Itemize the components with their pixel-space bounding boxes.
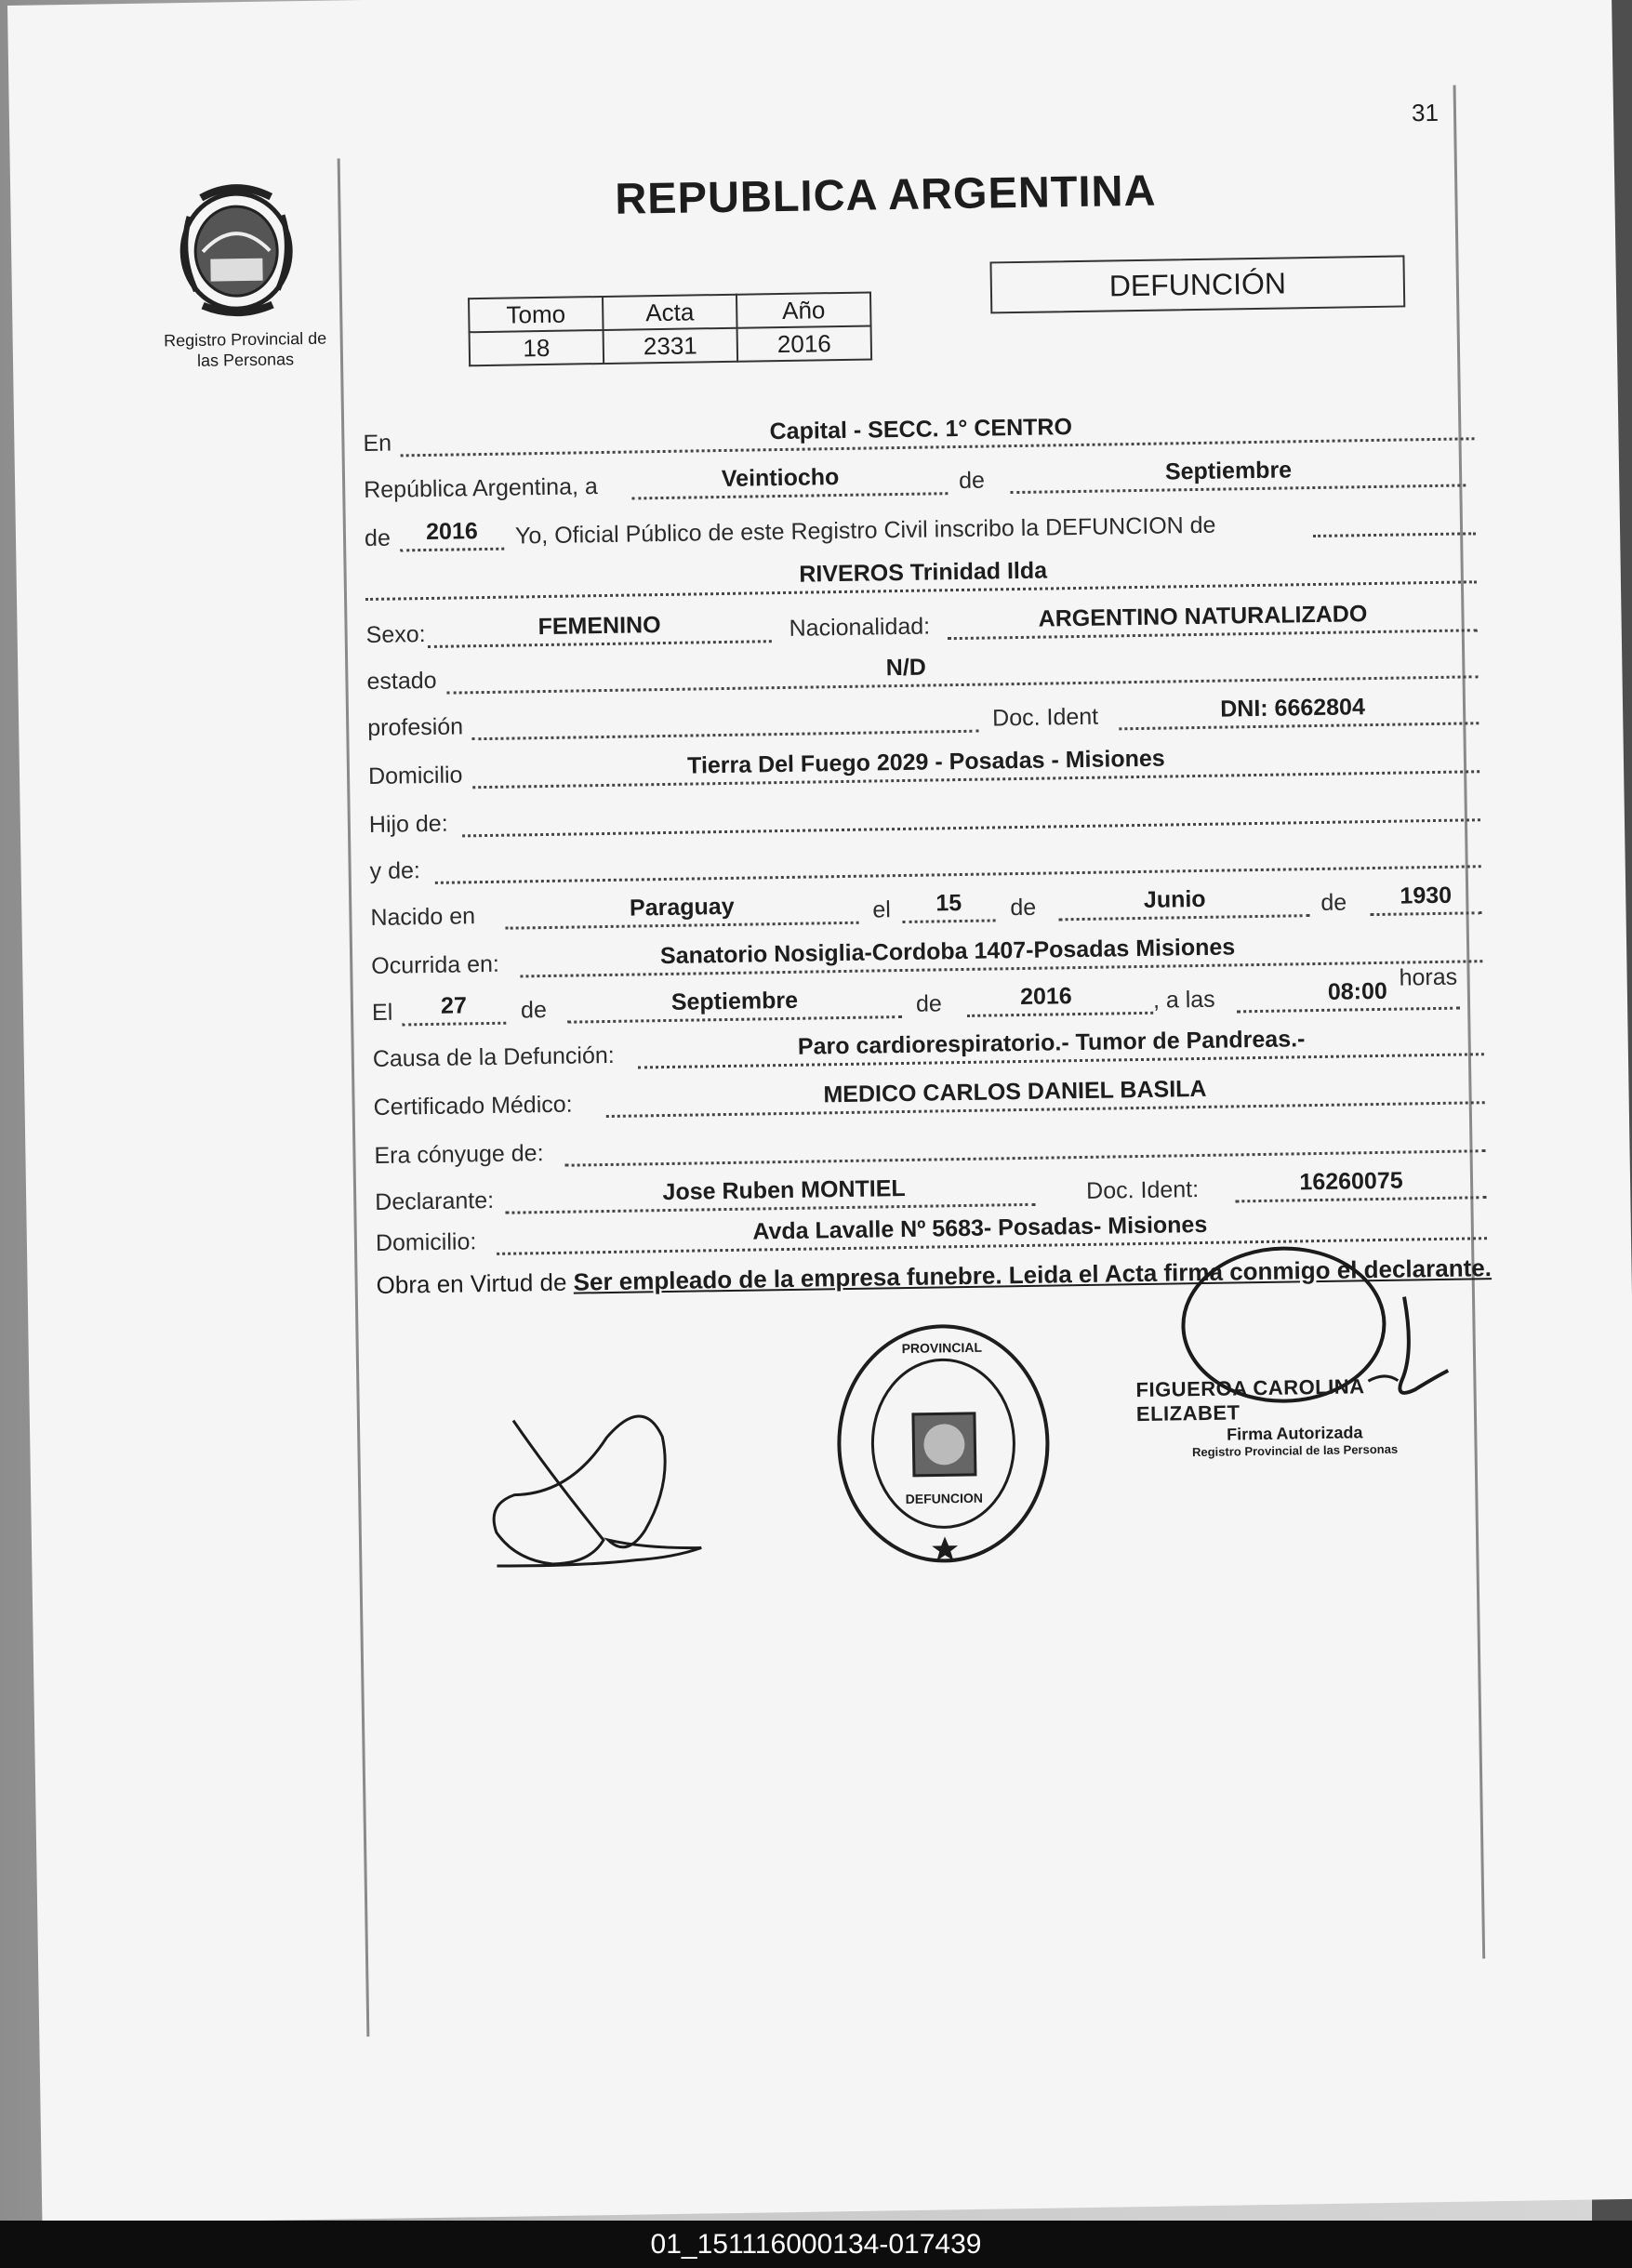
- day-word-value: Veintiocho: [721, 464, 840, 492]
- dotted-line: [1313, 532, 1476, 537]
- el2-label: El: [371, 999, 393, 1026]
- nacionalidad-value: ARGENTINO NATURALIZADO: [1038, 601, 1368, 632]
- document-id-bar: [0, 2221, 1632, 2268]
- hijo-label: Hijo de:: [368, 810, 448, 838]
- declarant-signature: [439, 1399, 721, 1589]
- declarant-signature-icon: [439, 1399, 721, 1589]
- horas-label: horas: [1399, 963, 1458, 991]
- de5-label: de: [520, 997, 548, 1024]
- record-type-box: DEFUNCIÓN: [989, 255, 1405, 313]
- deceased-name-value: RIVEROS Trinidad Ilda: [799, 557, 1048, 588]
- en-label: En: [363, 430, 392, 458]
- sexo-label: Sexo:: [365, 621, 426, 649]
- profesion-label: profesión: [367, 713, 464, 742]
- certificado-value: MEDICO CARLOS DANIEL BASILA: [823, 1075, 1207, 1108]
- el-label: el: [872, 896, 892, 923]
- record-header-acta: Acta: [603, 295, 737, 330]
- de3-label: de: [1010, 894, 1037, 922]
- birth-month-value: Junio: [1143, 885, 1206, 913]
- record-header-tomo: Tomo: [469, 297, 604, 332]
- death-day-value: 27: [440, 992, 468, 1019]
- dotted-line: [967, 1012, 1153, 1017]
- estado-label: estado: [366, 667, 437, 696]
- oficial-text: Yo, Oficial Público de este Registro Civil inscribo la DEFUNCION de: [514, 511, 1216, 550]
- dotted-line: [903, 919, 996, 923]
- obra-label: Obra en Virtud de: [376, 1267, 567, 1299]
- document-id: 01_151116000134-017439: [650, 2229, 982, 2260]
- dotted-line: [1371, 911, 1482, 916]
- en-value: Capital - SECC. 1° CENTRO: [769, 414, 1073, 445]
- svg-text:PROVINCIAL: PROVINCIAL: [901, 1339, 983, 1357]
- doc-value: DNI: 6662804: [1219, 694, 1366, 723]
- sexo-value: FEMENINO: [537, 612, 661, 641]
- doc2-label: Doc. Ident:: [1085, 1176, 1200, 1204]
- doc-label: Doc. Ident: [991, 703, 1099, 732]
- domicilio-label: Domicilio: [367, 762, 463, 790]
- stamp-seal-icon: [829, 1320, 1056, 1570]
- birth-day-value: 15: [935, 890, 962, 917]
- svg-text:DEFUNCION: DEFUNCION: [905, 1490, 984, 1507]
- dotted-line: [471, 730, 978, 741]
- official-name: FIGUEROA CAROLINA ELIZABET: [1135, 1374, 1364, 1426]
- ocurrida-label: Ocurrida en:: [371, 950, 500, 979]
- republica-label: República Argentina, a: [364, 473, 598, 504]
- record-value-tomo: 18: [470, 330, 604, 365]
- page-number: 31: [1411, 98, 1440, 127]
- dotted-line: [402, 1022, 506, 1027]
- conyuge-label: Era cónyuge de:: [374, 1140, 544, 1169]
- page-title: REPUBLICA ARGENTINA: [614, 165, 1157, 223]
- domicilio2-value: Avda Lavalle Nº 5683- Posadas- Misiones: [752, 1211, 1208, 1245]
- doc2-value: 16260075: [1299, 1167, 1403, 1196]
- official-title: Firma Autorizada: [1226, 1423, 1363, 1444]
- de6-label: de: [915, 990, 943, 1017]
- official-subtitle: Registro Provincial de las Personas: [1191, 1441, 1399, 1460]
- causa-label: Causa de la Defunción:: [372, 1041, 615, 1072]
- record-value-row: [470, 325, 872, 365]
- nacido-value: Paraguay: [629, 893, 735, 922]
- nacionalidad-label: Nacionalidad:: [789, 613, 931, 642]
- de4-label: de: [1320, 889, 1347, 916]
- domicilio-value: Tierra Del Fuego 2029 - Posadas - Misiones: [686, 745, 1165, 779]
- death-year-value: 2016: [1019, 983, 1072, 1011]
- a-las-label: , a las: [1152, 986, 1215, 1014]
- dotted-line: [1059, 914, 1310, 921]
- ocurrida-value: Sanatorio Nosiglia-Cordoba 1407-Posadas Misiones: [659, 934, 1236, 970]
- registry-caption: [139, 327, 353, 372]
- official-stamp: [829, 1320, 1056, 1570]
- certificado-label: Certificado Médico:: [373, 1091, 573, 1121]
- declarante-value: Jose Ruben MONTIEL: [662, 1174, 906, 1206]
- record-table: [468, 291, 872, 366]
- yde-label: y de:: [369, 857, 421, 884]
- month-value: Septiembre: [1164, 457, 1293, 485]
- certificate-page: [7, 0, 1632, 2224]
- registry-caption-line1: Registro Provincial de: [163, 328, 327, 351]
- causa-value: Paro cardiorespiratorio.- Tumor de Pandreas.-: [797, 1026, 1306, 1060]
- birth-year-value: 1930: [1400, 882, 1453, 909]
- domicilio2-label: Domicilio:: [375, 1228, 477, 1256]
- de-label: de: [958, 467, 986, 494]
- death-month-value: Septiembre: [670, 987, 799, 1015]
- record-value-anio: 2016: [737, 325, 872, 361]
- record-value-acta: 2331: [604, 328, 738, 364]
- registry-logo: [168, 178, 305, 319]
- estado-value: N/D: [885, 654, 927, 682]
- death-time-value: 08:00: [1327, 977, 1388, 1005]
- provincial-seal-icon: [168, 178, 305, 319]
- record-header-anio: Año: [736, 292, 871, 327]
- official-signature-block: [1135, 1373, 1453, 1460]
- nacido-label: Nacido en: [370, 903, 476, 931]
- registry-caption-line2: las Personas: [196, 350, 295, 370]
- dotted-line: [1237, 1007, 1460, 1014]
- declarante-label: Declarante:: [375, 1187, 495, 1215]
- dotted-line: [400, 548, 504, 552]
- year-value: 2016: [425, 518, 478, 545]
- obra-value: Ser empleado de la empresa funebre. Leida el Acta firma conmigo el declarante.: [573, 1253, 1493, 1296]
- de2-label: de: [364, 524, 391, 552]
